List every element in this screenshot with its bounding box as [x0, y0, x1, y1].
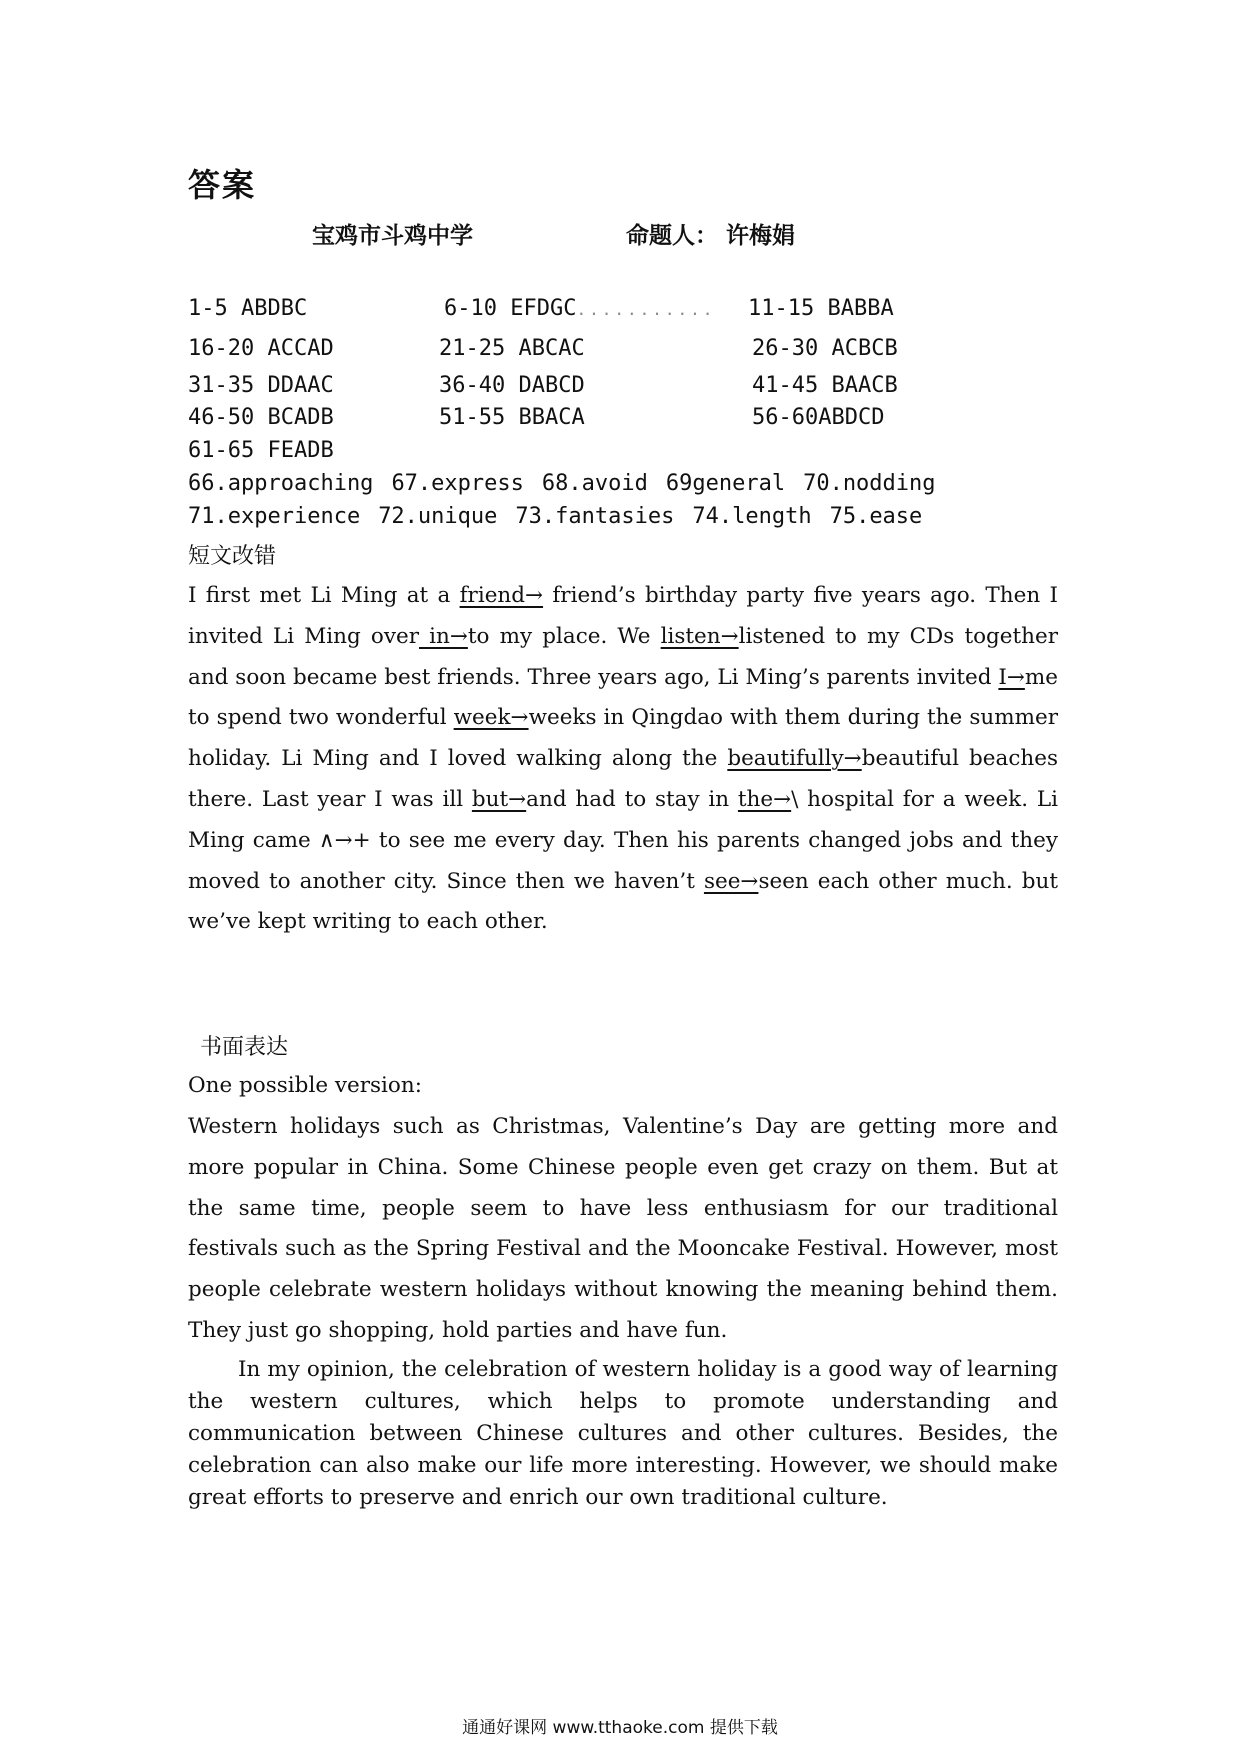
passage-text: and had to stay in	[526, 786, 738, 812]
answer-31-35: 31-35 DDAAC	[188, 373, 334, 398]
answer-11-15: 11-15 BABBA	[748, 296, 894, 321]
correction-mark: beautifully→	[727, 746, 862, 772]
writing-heading: 书面表达	[200, 1035, 289, 1060]
author-name: 命题人： 许梅娟	[626, 223, 796, 249]
page-footer: 通通好课网 www.tthaoke.com 提供下载	[462, 1718, 778, 1738]
passage-text: \ hospital for a week. Li Ming came ∧→+ to see me every day. Then his parents changed jobs and they moved to another city. Since then we haven’t	[188, 786, 1058, 894]
answer-36-40: 36-40 DABCD	[439, 373, 585, 398]
passage-text: me to spend two wonderful	[188, 664, 1058, 731]
answer-41-45: 41-45 BAACB	[752, 373, 898, 398]
vocab-72: 72.unique	[378, 504, 498, 529]
answer-16-20: 16-20 ACCAD	[188, 336, 334, 361]
school-name: 宝鸡市斗鸡中学	[312, 223, 473, 249]
passage-text: weeks in Qingdao with them during the summer holiday. Li Ming and I loved walking along the	[188, 705, 1058, 772]
answer-21-25: 21-25 ABCAC	[439, 336, 585, 361]
answer-26-30: 26-30 ACBCB	[752, 336, 898, 361]
vocab-69: 69general	[665, 471, 786, 496]
correction-mark: friend→	[459, 583, 544, 608]
vocab-70: 70.nodding	[803, 471, 936, 496]
answer-56-60: 56-60ABDCD	[752, 405, 885, 430]
correction-mark: in→	[419, 623, 468, 649]
correction-mark: listen→	[660, 623, 739, 649]
correction-passage	[188, 576, 1058, 943]
vocab-74: 74.length	[692, 504, 812, 529]
correction-mark: the→	[737, 786, 792, 812]
vocab-73: 73.fantasies	[515, 504, 675, 529]
vocab-68: 68.avoid	[541, 471, 648, 496]
vocab-line-2	[188, 504, 940, 529]
correction-mark: but→	[471, 786, 527, 812]
vocab-66: 66.approaching	[188, 471, 374, 496]
answer-6-10-text: 6-10 EFDGC	[444, 296, 577, 321]
correction-heading: 短文改错	[188, 544, 277, 569]
correction-mark: see→	[703, 868, 759, 894]
answer-6-10	[444, 296, 715, 321]
page-title: 答案	[188, 166, 257, 204]
passage-text: friend’s birthday party five years ago. Then I invited Li Ming over	[188, 583, 1058, 649]
passage-text: seen each other much. but we’ve kept writing to each other.	[188, 868, 1059, 935]
passage-text: to my place. We	[467, 623, 661, 649]
vocab-line-1	[188, 471, 954, 496]
passage-text: I first met Li Ming at a	[188, 583, 460, 608]
vocab-67: 67.express	[391, 471, 524, 496]
passage-text: beautiful beaches there. Last year I was ill	[188, 746, 1058, 812]
essay-paragraph-2: In my opinion, the celebration of western holiday is a good way of learning the western cultures, which helps to promote understanding and communication between Chinese cultures and other cultures. Besides, the celebration can also make our life more interesting. However, we should make great efforts to preserve and enrich our own traditional culture.	[188, 1357, 1058, 1510]
version-label: One possible version:	[188, 1073, 422, 1098]
passage-text: listened to my CDs together and soon became best friends. Three years ago, Li Ming’s parents invited	[188, 623, 1059, 690]
subtitle	[312, 217, 796, 250]
answer-61-65: 61-65 FEADB	[188, 438, 334, 463]
answer-46-50: 46-50 BCADB	[188, 405, 334, 430]
leader-dots: ...........	[576, 300, 716, 319]
vocab-71: 71.experience	[188, 504, 361, 529]
vocab-75: 75.ease	[829, 504, 923, 529]
correction-mark: week→	[453, 705, 529, 731]
answer-51-55: 51-55 BBACA	[439, 405, 585, 430]
correction-mark: I→	[998, 664, 1025, 690]
essay-paragraph-1: Western holidays such as Christmas, Valentine’s Day are getting more and more popular in China. Some Chinese people even get crazy on them. But at the same time, people seem to have less enthusiasm for our traditional festivals such as the Spring Festival and the Mooncake Festival. However, most people celebrate western holidays without knowing the meaning behind them. They just go shopping, hold parties and have fun.	[188, 1114, 1058, 1343]
answer-1-5: 1-5 ABDBC	[188, 296, 308, 321]
